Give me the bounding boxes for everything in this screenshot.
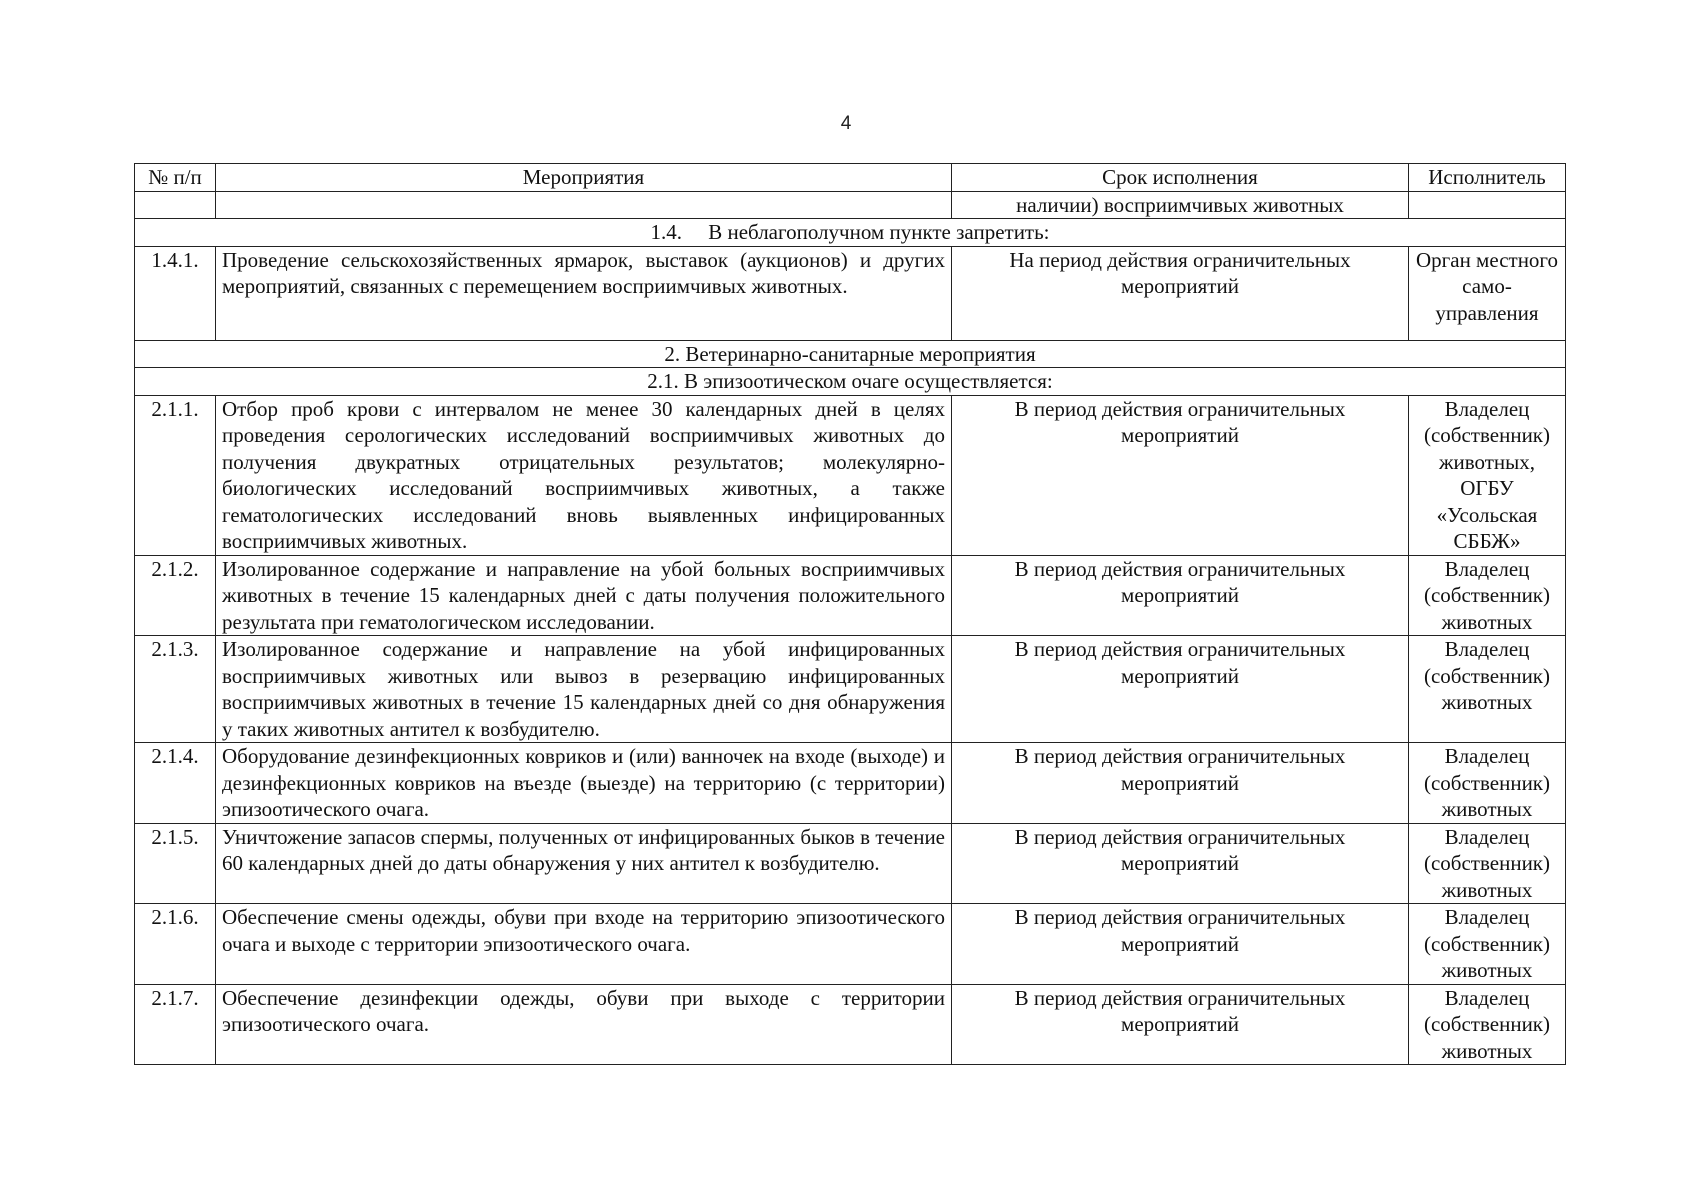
row-executor: Владелец (собственник) животных: [1409, 984, 1566, 1065]
row-executor: Владелец (собственник) животных: [1409, 636, 1566, 743]
table-row: [135, 984, 1566, 1065]
row-activity: Обеспечение дезинфекции одежды, обуви при выходе с территории эпизоотического очага.: [216, 984, 952, 1065]
row-executor: Владелец (собственник) животных: [1409, 904, 1566, 985]
row-deadline: В период действия ограничительных мероприятий: [952, 743, 1409, 824]
row-num: 2.1.2.: [135, 555, 216, 636]
continuation-deadline: наличии) восприимчивых животных: [952, 191, 1409, 219]
row-num: 2.1.5.: [135, 823, 216, 904]
row-num: 2.1.1.: [135, 395, 216, 555]
row-num: 2.1.7.: [135, 984, 216, 1065]
header-deadline: Срок исполнения: [952, 164, 1409, 192]
continuation-executor: [1409, 191, 1566, 219]
row-activity: Обеспечение смены одежды, обуви при входе на территорию эпизоотического очага и выходе с территории эпизоотического очага.: [216, 904, 952, 985]
measures-table: [134, 163, 1566, 1065]
page-number: 4: [840, 113, 852, 134]
row-deadline: В период действия ограничительных мероприятий: [952, 904, 1409, 985]
table-row: [135, 823, 1566, 904]
header-executor: Исполнитель: [1409, 164, 1566, 192]
row-activity: Изолированное содержание и направление на убой инфицированных восприимчивых животных или вывоз в резервацию инфицированных восприимчивых животных в течение 15 календарных дней со дня обнаружения у таких животных антител к возбудителю.: [216, 636, 952, 743]
row-executor: Владелец (собственник) животных, ОГБУ «Усольская СББЖ»: [1409, 395, 1566, 555]
row-activity: Проведение сельскохозяйственных ярмарок, выставок (аукционов) и других мероприятий, связанных с перемещением восприимчивых животных.: [216, 246, 952, 340]
row-executor: Владелец (собственник) животных: [1409, 743, 1566, 824]
table-row: [135, 395, 1566, 555]
row-deadline: В период действия ограничительных мероприятий: [952, 823, 1409, 904]
continuation-row: [135, 191, 1566, 219]
row-num: 2.1.3.: [135, 636, 216, 743]
table-row: [135, 743, 1566, 824]
row-activity: Отбор проб крови с интервалом не менее 30 календарных дней в целях проведения серологических исследований восприимчивых животных до получения двукратных отрицательных результатов; молекулярно-биологических исследований восприимчивых животных, а также гематологических исследований вновь выявленных инфицированных восприимчивых животных.: [216, 395, 952, 555]
row-deadline: В период действия ограничительных мероприятий: [952, 555, 1409, 636]
row-activity: Оборудование дезинфекционных ковриков и (или) ванночек на входе (выходе) и дезинфекционных ковриков на въезде (выезде) на территорию (с территории) эпизоотического очага.: [216, 743, 952, 824]
row-activity: Изолированное содержание и направление на убой больных восприимчивых животных в течение 15 календарных дней с даты получения положительного результата при гематологическом исследовании.: [216, 555, 952, 636]
continuation-activity: [216, 191, 952, 219]
header-num: № п/п: [135, 164, 216, 192]
row-deadline: В период действия ограничительных мероприятий: [952, 984, 1409, 1065]
row-executor: Владелец (собственник) животных: [1409, 555, 1566, 636]
continuation-num: [135, 191, 216, 219]
table-row: [135, 555, 1566, 636]
table-row: [135, 904, 1566, 985]
subsection-2-1-row: [135, 368, 1566, 396]
row-deadline: На период действия ограничительных мероприятий: [952, 246, 1409, 340]
table-row: [135, 636, 1566, 743]
row-executor: Орган местного само-управления: [1409, 246, 1566, 340]
header-activity: Мероприятия: [216, 164, 952, 192]
row-activity: Уничтожение запасов спермы, полученных от инфицированных быков в течение 60 календарных дней до даты обнаружения у них антител к возбудителю.: [216, 823, 952, 904]
table-row: [135, 246, 1566, 340]
row-executor: Владелец (собственник) животных: [1409, 823, 1566, 904]
subsection-1-4-title: 1.4. В неблагополучном пункте запретить:: [135, 219, 1566, 247]
table-header-row: [135, 164, 1566, 192]
section-2-row: [135, 340, 1566, 368]
row-num: 2.1.4.: [135, 743, 216, 824]
row-deadline: В период действия ограничительных мероприятий: [952, 636, 1409, 743]
row-num: 2.1.6.: [135, 904, 216, 985]
subsection-1-4-row: [135, 219, 1566, 247]
row-num: 1.4.1.: [135, 246, 216, 340]
subsection-2-1-title: 2.1. В эпизоотическом очаге осуществляется:: [135, 368, 1566, 396]
section-2-title: 2. Ветеринарно-санитарные мероприятия: [135, 340, 1566, 368]
row-deadline: В период действия ограничительных мероприятий: [952, 395, 1409, 555]
